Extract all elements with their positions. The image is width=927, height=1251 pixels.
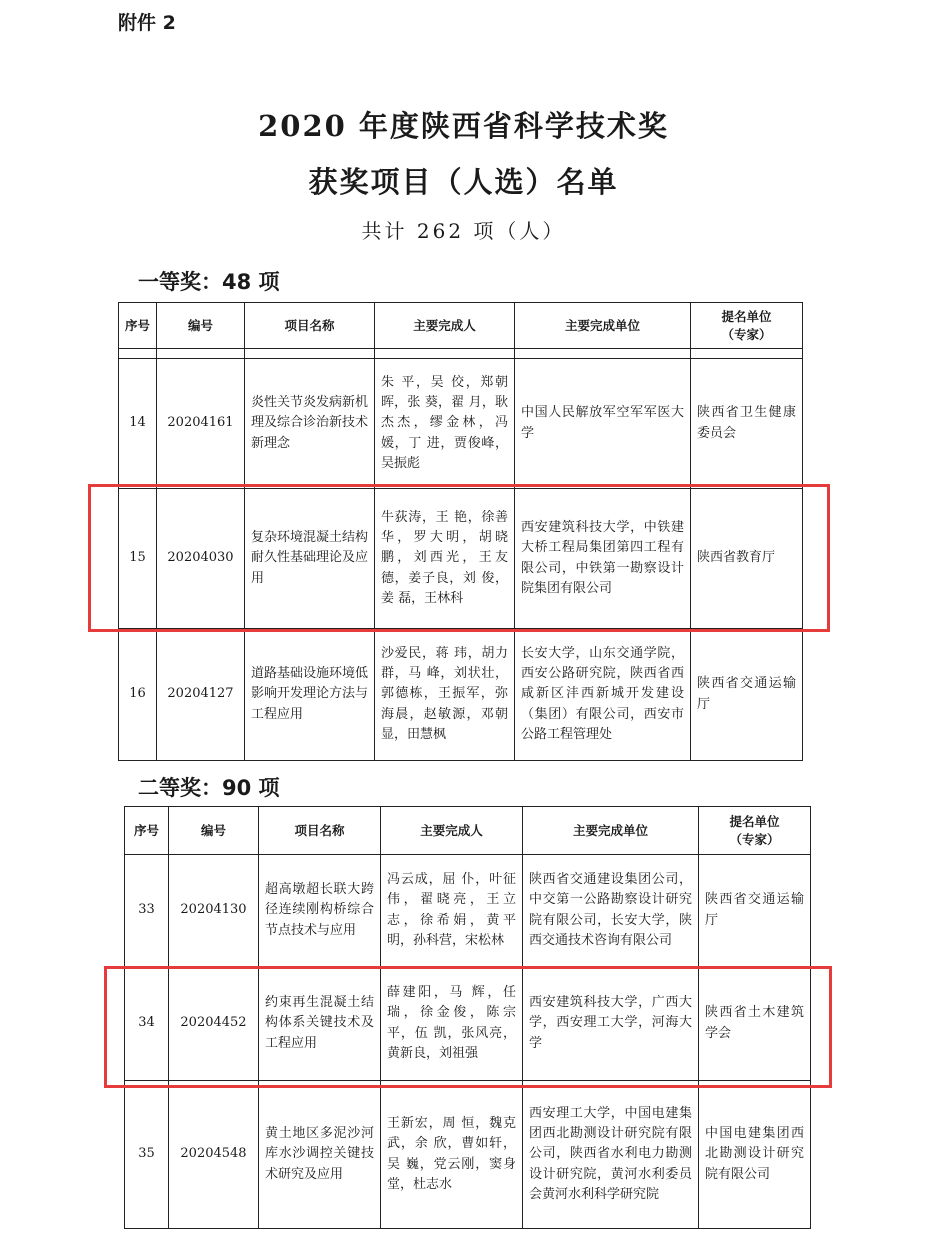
row-people: 朱 平，吴 佼，郑朝晖，张 葵，翟 月，耿杰杰，缪金林，冯 媛，丁 进，贾俊峰，吴振彪 [375,359,515,489]
table-row [125,855,811,967]
header-code: 编号 [169,807,259,855]
row-code: 20204130 [169,855,259,967]
row-nominator: 陕西省交通运输厅 [699,855,811,967]
second-prize-table [124,806,811,1229]
first-prize-table [118,302,803,761]
document-title: 2020 年度陕西省科学技术奖 [258,109,669,143]
row-project: 道路基础设施环境低影响开发理论方法与工程应用 [245,629,375,761]
row-code: 20204030 [157,489,245,629]
row-units: 西安建筑科技大学，广西大学，西安理工大学，河海大学 [523,967,699,1081]
header-people: 主要完成人 [375,303,515,349]
row-code: 20204161 [157,359,245,489]
header-units: 主要完成单位 [515,303,691,349]
row-people: 王新宏，周 恒，魏克武，余 欣，曹如轩，吴 巍，党云刚，窦身堂，杜志水 [381,1081,523,1229]
row-code: 20204548 [169,1081,259,1229]
header-seq: 序号 [125,807,169,855]
section-heading-first-prize: 一等奖：48 项 [138,270,280,294]
table-header-row [125,807,811,855]
attachment-label: 附件 2 [118,12,176,34]
header-project: 项目名称 [259,807,381,855]
header-nominator: 提名单位 （专家） [699,807,811,855]
row-people: 冯云成，屈 仆，叶征伟，翟晓亮，王立志，徐希娟，黄平明，孙科营，宋松林 [381,855,523,967]
table-row [119,359,803,489]
row-nominator: 陕西省交通运输厅 [691,629,803,761]
row-units: 长安大学，山东交通学院，西安公路研究院，陕西省西咸新区沣西新城开发建设（集团）有限公司，西安市公路工程管理处 [515,629,691,761]
row-seq: 16 [119,629,157,761]
table-row [119,489,803,629]
row-project: 超高墩超长联大跨径连续刚构桥综合节点技术与应用 [259,855,381,967]
header-nominator: 提名单位 （专家） [691,303,803,349]
row-people: 薛建阳，马 辉，任 瑞，徐金俊，陈宗平，伍 凯，张风亮，黄新良，刘祖强 [381,967,523,1081]
row-project: 复杂环境混凝土结构耐久性基础理论及应用 [245,489,375,629]
section-heading-second-prize: 二等奖：90 项 [138,776,280,800]
row-nominator: 陕西省卫生健康委员会 [691,359,803,489]
header-units: 主要完成单位 [523,807,699,855]
row-project: 炎性关节炎发病新机理及综合诊治新技术新理念 [245,359,375,489]
row-nominator: 陕西省教育厅 [691,489,803,629]
row-seq: 14 [119,359,157,489]
row-seq: 33 [125,855,169,967]
row-units: 西安理工大学，中国电建集团西北勘测设计研究院有限公司，陕西省水利电力勘测设计研究院，黄河水利委员会黄河水利科学研究院 [523,1081,699,1229]
table-row [125,1081,811,1229]
header-project: 项目名称 [245,303,375,349]
row-people: 沙爱民，蒋 玮，胡力群，马 峰，刘状壮，郭德栋，王振军，弥海晨，赵敏源，邓朝显，田慧枫 [375,629,515,761]
header-seq: 序号 [119,303,157,349]
table-row [119,629,803,761]
row-project: 黄土地区多泥沙河库水沙调控关键技术研究及应用 [259,1081,381,1229]
row-code: 20204127 [157,629,245,761]
row-code: 20204452 [169,967,259,1081]
row-nominator: 陕西省土木建筑学会 [699,967,811,1081]
document-subtitle: 获奖项目（人选）名单 [308,165,619,199]
row-units: 中国人民解放军空军军医大学 [515,359,691,489]
row-seq: 35 [125,1081,169,1229]
row-people: 牛荻涛，王 艳，徐善华，罗大明，胡晓鹏，刘西光，王友德，姜子良，刘 俊，姜 磊，王林科 [375,489,515,629]
row-units: 陕西省交通建设集团公司，中交第一公路勘察设计研究院有限公司，长安大学，陕西交通技术咨询有限公司 [523,855,699,967]
row-seq: 15 [119,489,157,629]
row-seq: 34 [125,967,169,1081]
header-people: 主要完成人 [381,807,523,855]
total-count: 共计 262 项（人） [361,219,566,243]
header-code: 编号 [157,303,245,349]
row-nominator: 中国电建集团西北勘测设计研究院有限公司 [699,1081,811,1229]
row-units: 西安建筑科技大学，中铁建大桥工程局集团第四工程有限公司，中铁第一勘察设计院集团有限公司 [515,489,691,629]
table-header-row [119,303,803,349]
row-project: 约束再生混凝土结构体系关键技术及工程应用 [259,967,381,1081]
table-row [125,967,811,1081]
